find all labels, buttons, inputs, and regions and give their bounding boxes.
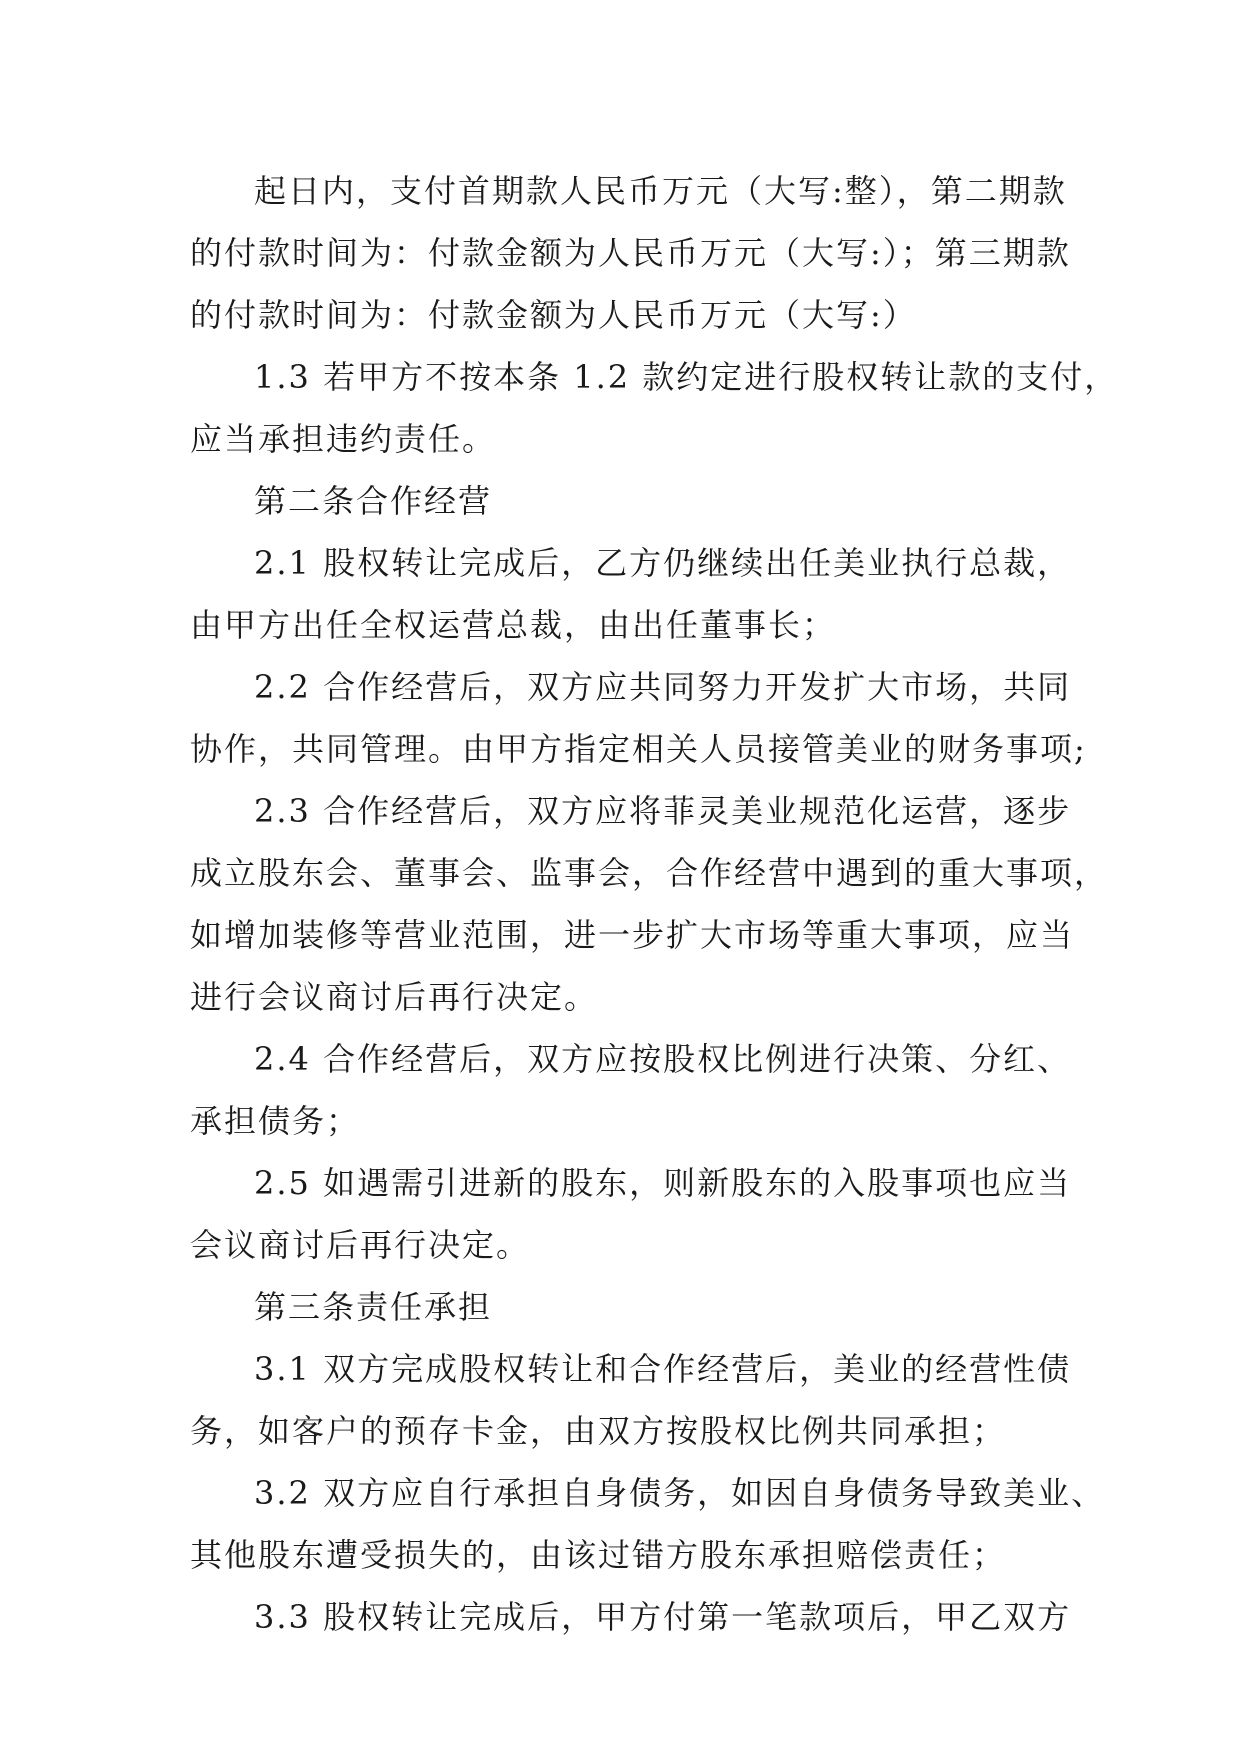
text-line: 3.3 股权转让完成后，甲方付第一笔款项后，甲乙双方 [254,1598,1072,1636]
text-line: 承担债务； [190,1102,361,1140]
text-line: 应当承担违约责任。 [190,420,497,458]
text-line: 其他股东遭受损失的，由该过错方股东承担赔偿责任； [190,1536,1007,1574]
document-body [190,160,1119,1648]
text-line: 的付款时间为：付款金额为人民币万元（大写:）；第三期款 [190,234,1071,272]
text-line: 1.3 若甲方不按本条 1.2 款约定进行股权转让款的支付， [254,358,1119,396]
text-line: 2.2 合作经营后，双方应共同努力开发扩大市场，共同 [254,668,1072,706]
text-line: 会议商讨后再行决定。 [190,1226,531,1264]
text-line: 2.1 股权转让完成后，乙方仍继续出任美业执行总裁， [254,544,1072,582]
text-line: 由甲方出任全权运营总裁，由出任董事长； [190,606,837,644]
text-line: 3.1 双方完成股权转让和合作经营后，美业的经营性债 [254,1350,1072,1388]
text-line: 的付款时间为：付款金额为人民币万元（大写:） [190,296,917,334]
text-line: 如增加装修等营业范围，进一步扩大市场等重大事项，应当 [190,916,1075,954]
text-line: 起日内，支付首期款人民币万元（大写:整），第二期款 [254,172,1067,210]
text-line: 成立股东会、董事会、监事会，合作经营中遇到的重大事项， [190,854,1109,892]
text-line: 2.3 合作经营后，双方应将菲灵美业规范化运营，逐步 [254,792,1072,830]
text-line: 2.4 合作经营后，双方应按股权比例进行决策、分红、 [254,1040,1072,1078]
text-line: 务，如客户的预存卡金，由双方按股权比例共同承担； [190,1412,1007,1450]
text-line: 3.2 双方应自行承担自身债务，如因自身债务导致美业、 [254,1474,1106,1512]
text-line: 协作，共同管理。由甲方指定相关人员接管美业的财务事项; [190,730,1087,768]
section-heading: 第二条合作经营 [254,482,493,520]
text-line: 进行会议商讨后再行决定。 [190,978,599,1016]
section-heading: 第三条责任承担 [254,1288,493,1326]
text-line: 2.5 如遇需引进新的股东，则新股东的入股事项也应当 [254,1164,1072,1202]
